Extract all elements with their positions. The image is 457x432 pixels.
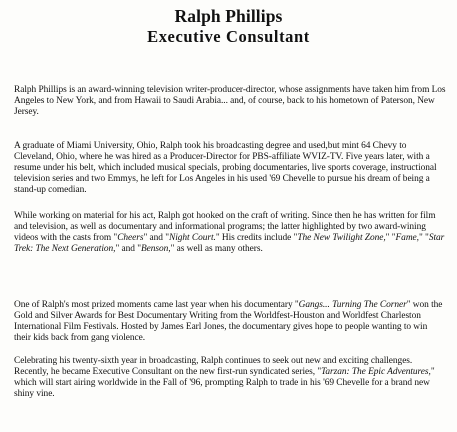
text-run: Celebrating his twenty-sixth year in broadcasting, Ralph continues to seek out new and exciting challenges. Recently, he became Executive Consultant on the new first-run syndicated series, " bbox=[14, 356, 413, 377]
show-title-benson: Benson, bbox=[141, 244, 171, 254]
show-title-star-trek: Star Trek: The Next Generation, bbox=[14, 233, 445, 254]
text-run: " His credits include " bbox=[215, 233, 298, 243]
text-run: One of Ralph's most prized moments came last year when his documentary " bbox=[14, 300, 299, 310]
text-run: " and " bbox=[143, 233, 169, 243]
person-name: Ralph Phillips bbox=[174, 6, 283, 26]
show-title-fame: Fame, bbox=[395, 233, 419, 243]
bio-paragraph-2: A graduate of Miami University, Ohio, Ralph took his broadcasting degree and used,but mint 64 Chevy to Cleveland, Ohio, where he was hired as a Producer-Director for PBS-affiliate WVIZ-TV. Five years later, with a resume under his belt, which included musical specials, probing documentaries, live sports coverage, instructional television series and two Emmys, he left for Los Angeles in his used '69 Chevelle to pursue his dream of being a stand-up comedian. bbox=[14, 141, 437, 195]
person-title: Executive Consultant bbox=[147, 27, 310, 46]
series-title-tarzan: Tarzan: The Epic Adventures, bbox=[321, 367, 431, 377]
bio-paragraph-3 bbox=[14, 211, 446, 255]
text-run: " " bbox=[418, 233, 429, 243]
show-title-cheers: Cheers bbox=[117, 233, 144, 243]
bio-paragraph-4 bbox=[14, 300, 446, 344]
text-run: " " bbox=[385, 233, 396, 243]
text-run: " as well as many others. bbox=[170, 244, 263, 254]
text-run: While working on material for his act, Ralph got hooked on the craft of writing. Since then he has written for film and television, as well as documentary and informational programs; the latter highlighted by two award-wining videos with the casts from " bbox=[14, 211, 436, 243]
documentary-title: Gangs... Turning The Corner bbox=[298, 300, 407, 310]
show-title-twilight-zone: The New Twilight Zone, bbox=[297, 233, 386, 243]
bio-paragraph-5 bbox=[14, 356, 446, 400]
show-title-night-court: Night Court. bbox=[169, 233, 216, 243]
text-run: " won the Gold and Silver Awards for Best Documentary Writing from the Worldfest-Houston and Worldfest Charleston International Film Festivals. Hosted by James Earl Jones, the documentary gives hope to people wanting to win their kids back from gang violence. bbox=[14, 300, 443, 343]
text-run: " and " bbox=[115, 244, 141, 254]
text-run: " which will start airing worldwide in the Fall of '96, prompting Ralph to trade in his '69 Chevelle for a brand new shiny vine. bbox=[14, 367, 435, 399]
bio-paragraph-1: Ralph Phillips is an award-winning television writer-producer-director, whose assignments have taken him from Los Angeles to New York, and from Hawaii to Saudi Arabia... and, of course, back to his hometown of Paterson, New Jersey. bbox=[14, 85, 446, 117]
